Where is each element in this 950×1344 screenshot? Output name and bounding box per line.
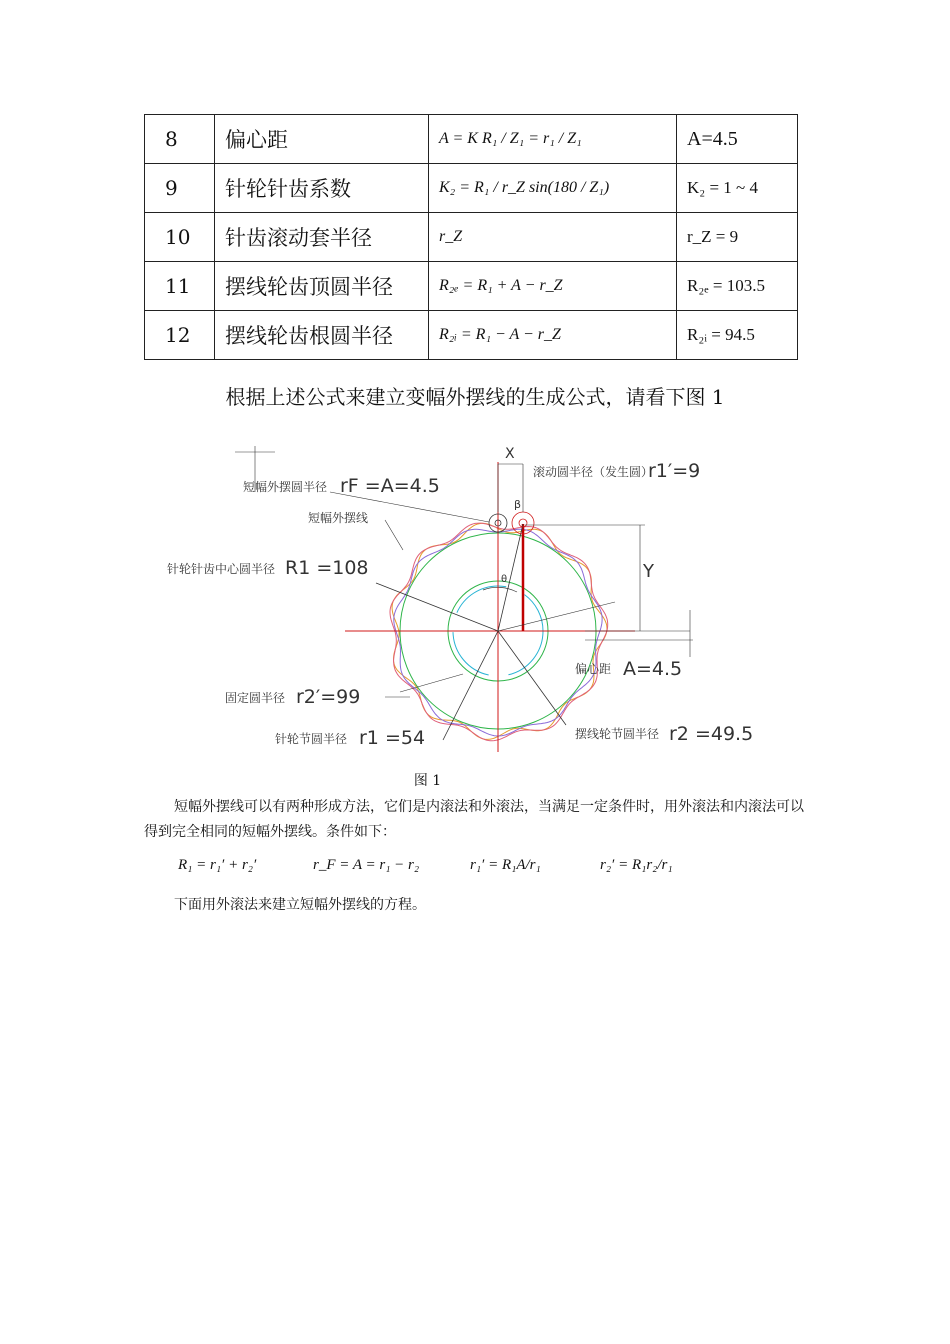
param-formula: K₂ = R₁ / r_Z sin(180 / Z₁)	[429, 164, 677, 213]
theta-line	[498, 602, 615, 631]
pin-pitch-label: 针轮节圆半径	[275, 732, 348, 746]
param-formula: R₂ᵢ = R₁ − A − r_Z	[429, 311, 677, 360]
param-value: R₂ᵢ = 94.5	[677, 311, 798, 360]
paragraph-1: 短幅外摆线可以有两种形成方法，它们是内滚法和外滚法，当满足一定条件时，用外滚法和内滚法可以得到完全相同的短幅外摆线。条件如下：	[144, 799, 804, 840]
formula-2: r_F = A = r₁ − r₂	[313, 857, 420, 873]
table-row	[145, 115, 798, 164]
short-radius-label: 短幅外摆圆半径	[243, 480, 328, 494]
formula-3: r₁′ = R₁A/r₁	[470, 857, 541, 873]
formula-1: R₁ = r₁′ + r₂′	[178, 857, 257, 873]
pin-center-label: 针轮针齿中心圆半径	[167, 562, 276, 576]
cycloid-drawing	[145, 442, 817, 764]
table-row	[145, 262, 798, 311]
row-number: 12	[145, 311, 215, 360]
beta-label: β	[514, 498, 522, 511]
x-label: X	[505, 446, 515, 462]
row-number: 10	[145, 213, 215, 262]
param-name: 针轮针齿系数	[215, 164, 429, 213]
short-epicycloid-label: 短幅外摆线	[308, 511, 369, 525]
figure-caption: 图 1	[413, 773, 442, 789]
y-label: Y	[643, 561, 654, 582]
table-row	[145, 213, 798, 262]
param-name: 摆线轮齿顶圆半径	[215, 262, 429, 311]
r2-pitch-line	[498, 631, 566, 725]
rolling-circle-value: r1′=9	[648, 460, 701, 482]
param-formula: R₂ₑ = R₁ + A − r_Z	[429, 262, 677, 311]
eccentric-label: 偏心距	[575, 662, 612, 676]
param-formula: A = K R₁ / Z₁ = r₁ / Z₁	[429, 115, 677, 164]
cycloid-pitch-label: 摆线轮节圆半径	[575, 727, 660, 741]
short-radius-value: rF =A=4.5	[340, 475, 440, 497]
paragraph-2: 下面用外滚法来建立短幅外摆线的方程。	[174, 897, 426, 913]
cycloid-pitch-value: r2 =49.5	[669, 723, 754, 745]
fixed-circle-value: r2′=99	[296, 686, 361, 708]
table-row	[145, 311, 798, 360]
fixed-circle-label: 固定圆半径	[225, 691, 286, 705]
param-name: 偏心距	[215, 115, 429, 164]
pin-pitch-value: r1 =54	[359, 727, 426, 749]
section-title: 根据上述公式来建立变幅外摆线的生成公式，请看下图 1	[225, 385, 725, 409]
pin-center-value: R1 =108	[285, 557, 369, 579]
param-name: 针齿滚动套半径	[215, 213, 429, 262]
formula-4: r₂′ = R₁r₂/r₁	[600, 857, 673, 873]
parameter-table	[144, 114, 798, 360]
figure-1-cycloid-diagram	[145, 442, 817, 764]
param-value: A=4.5	[677, 115, 798, 164]
short-epicycloid-leader	[385, 520, 403, 550]
fixed-circle-leader2	[400, 674, 463, 692]
row-number: 9	[145, 164, 215, 213]
eccentric-value: A=4.5	[623, 658, 683, 680]
theta-arc	[483, 587, 517, 592]
param-value: r_Z = 9	[677, 213, 798, 262]
param-value: R₂ₑ = 103.5	[677, 262, 798, 311]
row-number: 11	[145, 262, 215, 311]
theta-label: θ	[501, 574, 508, 585]
rolling-circle-label: 滚动圆半径（发生圆）	[533, 465, 654, 479]
condition-formulas	[178, 857, 798, 883]
param-name: 摆线轮齿根圆半径	[215, 311, 429, 360]
param-value: K₂ = 1 ~ 4	[677, 164, 798, 213]
table-row	[145, 164, 798, 213]
param-formula: r_Z	[429, 213, 677, 262]
row-number: 8	[145, 115, 215, 164]
